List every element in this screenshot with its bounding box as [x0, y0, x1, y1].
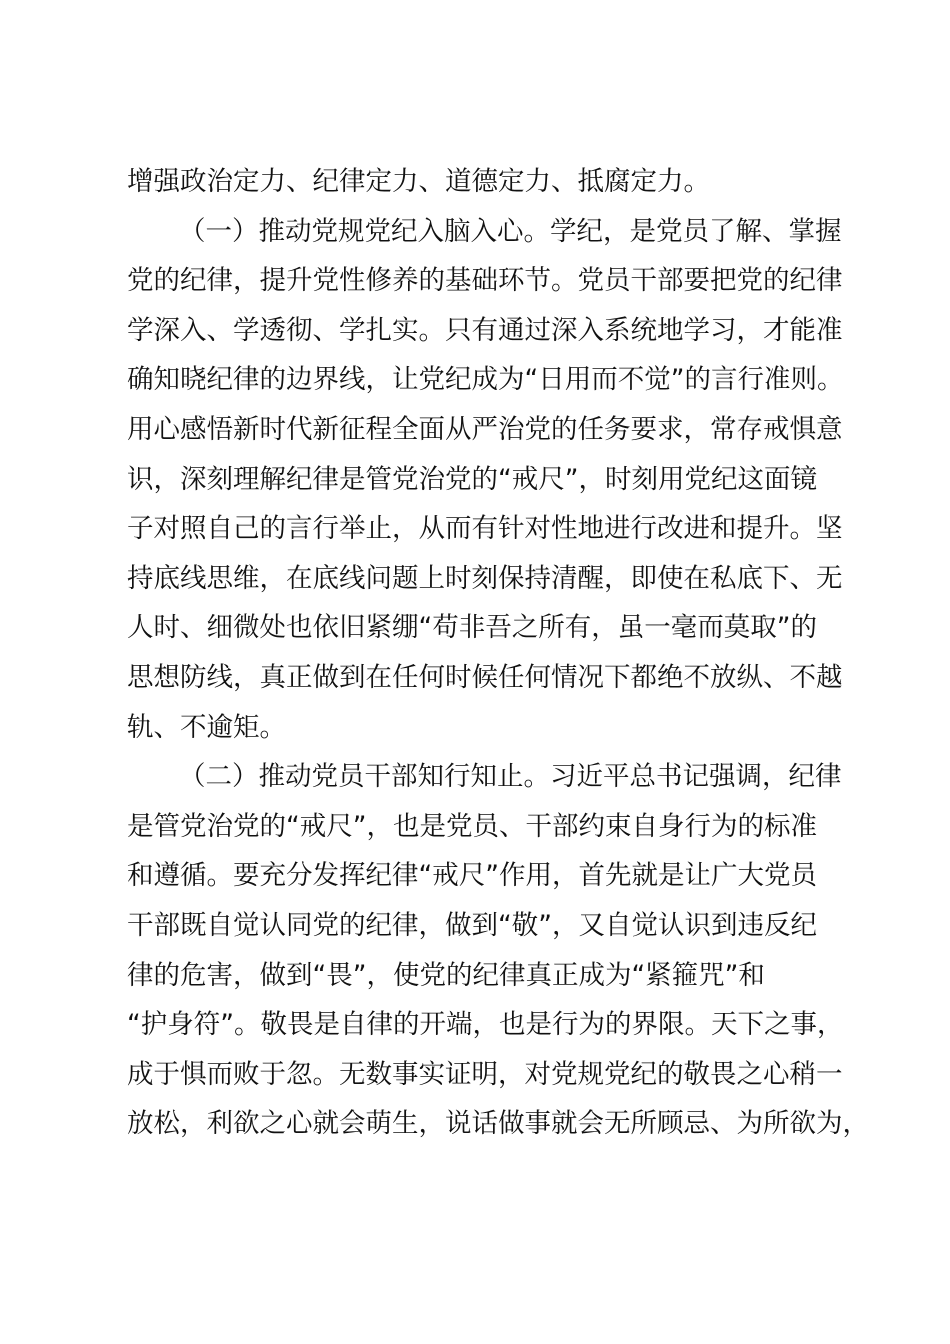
text-line: 干部既自觉认同党的纪律，做到“敬”，又自觉认识到违反纪 [127, 909, 817, 941]
text-line: 是管党治党的“戒尺”，也是党员、干部约束自身行为的标准 [127, 810, 817, 842]
text-line: 确知晓纪律的边界线，让党纪成为“日用而不觉”的言行准则。 [127, 364, 844, 396]
text-line: 轨、不逾矩。 [127, 711, 286, 743]
text-line: 律的危害，做到“畏”，使党的纪律真正成为“紧箍咒”和 [127, 959, 765, 991]
document-body [127, 166, 869, 1149]
text-line: 放松，利欲之心就会萌生，说话做事就会无所顾忌、为所欲为， [127, 1108, 869, 1140]
text-line: 党的纪律，提升党性修养的基础环节。党员干部要把党的纪律 [127, 265, 843, 297]
text-line: 成于惧而败于忽。无数事实证明，对党规党纪的敬畏之心稍一 [127, 1058, 843, 1090]
text-line: 学深入、学透彻、学扎实。只有通过深入系统地学习，才能准 [127, 314, 843, 346]
section-heading-line: （一）推动党规党纪入脑入心。学纪，是党员了解、掌握 [179, 215, 842, 247]
text-line: 用心感悟新时代新征程全面从严治党的任务要求，常存戒惧意 [127, 413, 843, 445]
section-heading-line: （二）推动党员干部知行知止。习近平总书记强调，纪律 [179, 761, 842, 793]
text-line: “护身符”。敬畏是自律的开端，也是行为的界限。天下之事， [127, 1009, 844, 1041]
text-line: 人时、细微处也依旧紧绷“苟非吾之所有，虽一毫而莫取”的 [127, 612, 817, 644]
text-line: 持底线思维，在底线问题上时刻保持清醒，即使在私底下、无 [127, 562, 843, 594]
text-line: 和遵循。要充分发挥纪律“戒尺”作用，首先就是让广大党员 [127, 860, 817, 892]
text-line: 思想防线，真正做到在任何时候任何情况下都绝不放纵、不越 [127, 661, 843, 693]
text-line: 增强政治定力、纪律定力、道德定力、抵腐定力。 [127, 166, 710, 197]
text-line: 子对照自己的言行举止，从而有针对性地进行改进和提升。坚 [127, 513, 843, 545]
text-line: 识，深刻理解纪律是管党治党的“戒尺”，时刻用党纪这面镜 [127, 463, 817, 495]
